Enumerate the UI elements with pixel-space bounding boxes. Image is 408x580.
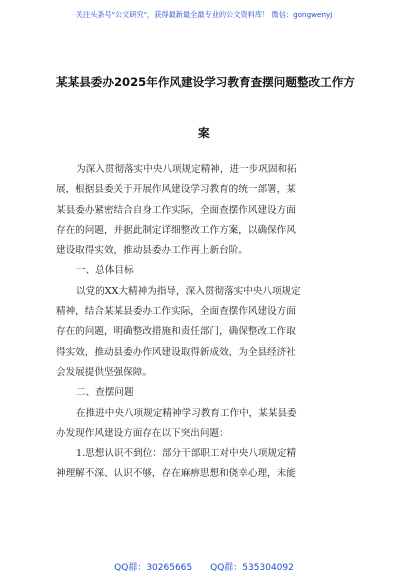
body-line: 为深入贯彻落实中央八项规定精神，进一步巩固和拓 [76,164,297,175]
document-title-line-2: 案 [198,126,210,140]
body-line: 1.思想认识不到位：部分干部职工对中央八项规定精 [76,448,297,460]
body-line: 神理解不深、认识不够，存在麻痹思想和侥幸心理，未能 [56,468,296,480]
body-line: 存在的问题，并据此制定详细整改工作方案，以确保作风 [56,224,296,236]
body-line: 精神，结合某某县委办工作实际，全面查摆作风建设方面 [56,306,296,318]
promo-banner: 关注头条号"公文研究"，获得最新最全最专业的公文资料库！ 微信：gongwenyj [75,10,333,19]
body-line: 存在的问题，明确整改措施和责任部门，确保整改工作取 [56,326,296,338]
document-title-line-1: 某某县委办2025年作风建设学习教育查摆问题整改工作方 [56,75,355,89]
body-line: 某县委办紧密结合自身工作实际，全面查摆作风建设方面 [56,204,296,216]
body-line: 建设取得实效，推动县委办工作再上新台阶。 [56,245,248,257]
body-line: 以党的XX大精神为指导，深入贯彻落实中央八项规定 [76,285,301,297]
footer-qq-group-2: QQ群：535304092 [210,563,294,573]
body-line: 得实效，推动县委办作风建设取得新成效，为全县经济社 [56,346,296,358]
footer-contact [0,560,408,573]
body-line: 办发现作风建设方面存在以下突出问题： [56,427,229,439]
body-line: 在推进中央八项规定精神学习教育工作中，某某县委 [76,407,297,419]
section-heading: 一、总体目标 [76,265,134,277]
body-line: 展，根据县委关于开展作风建设学习教育的统一部署，某 [56,184,296,196]
document-body [56,160,356,485]
body-line: 会发展提供坚强保障。 [56,366,152,378]
section-heading: 二、查摆问题 [76,387,134,399]
footer-qq-group-1: QQ群：30265665 [114,563,193,573]
